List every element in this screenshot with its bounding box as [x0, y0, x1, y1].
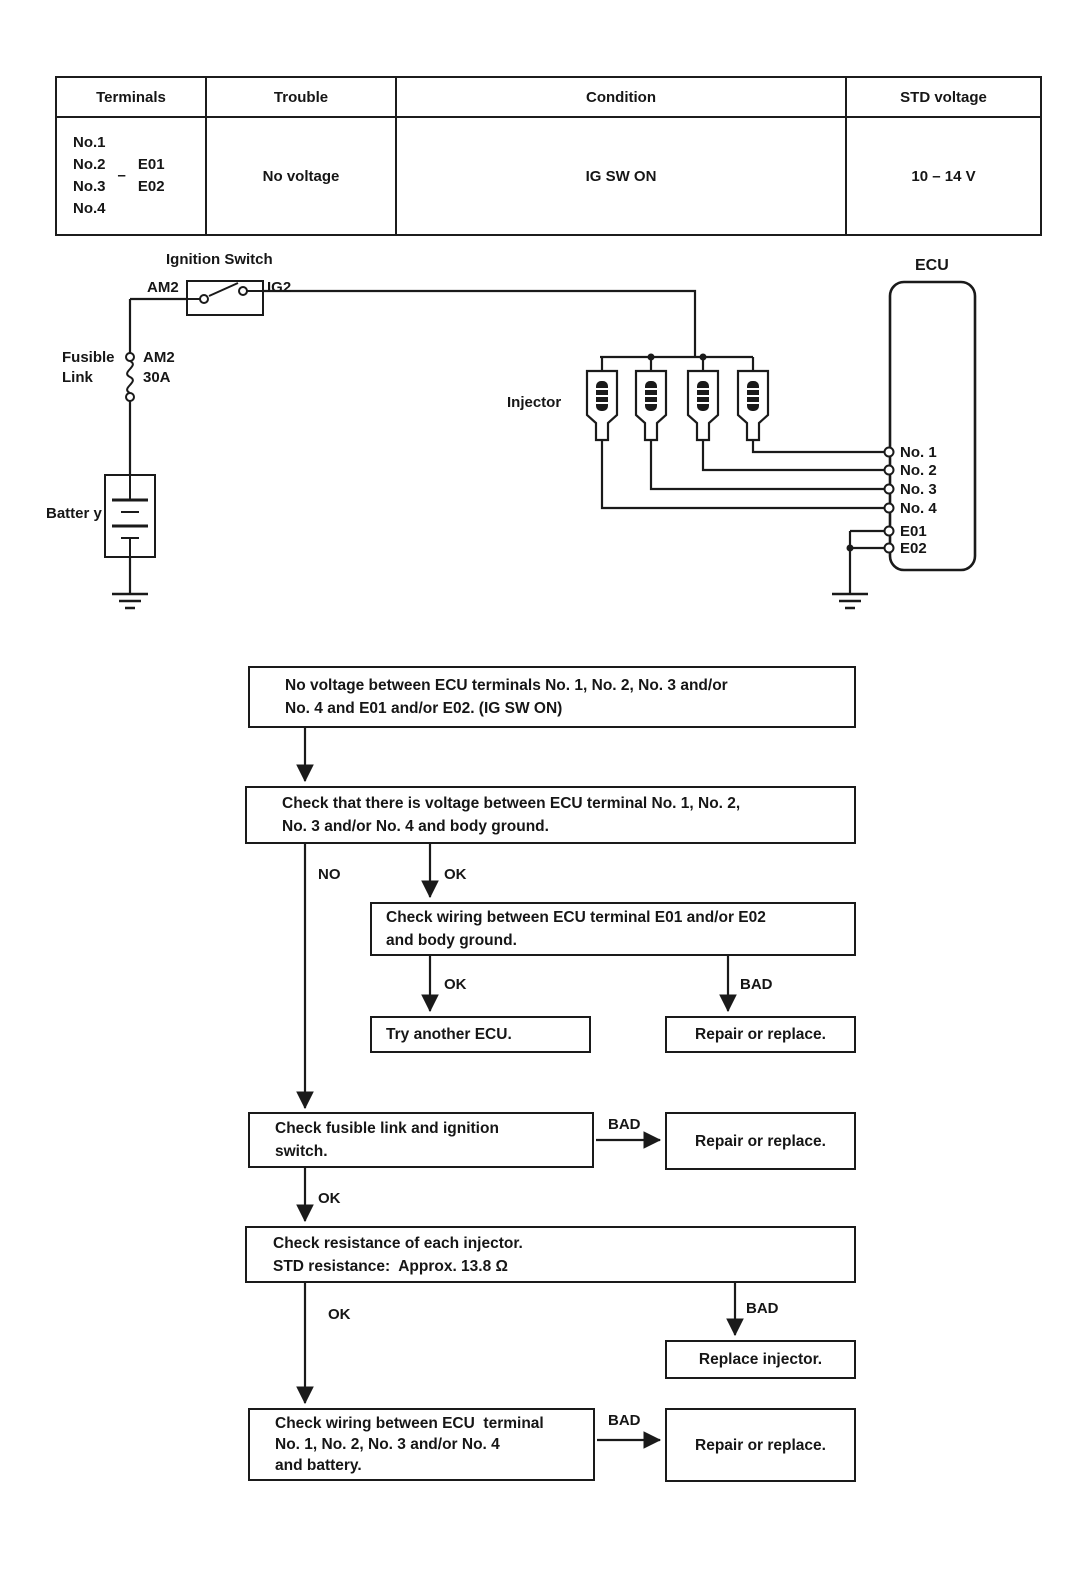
branch-label-ok-3: OK: [318, 1190, 341, 1207]
flow-box-repair-1: [665, 1016, 856, 1053]
ecu-terminal-e01-pin: [885, 527, 894, 536]
fusible-link-top: [126, 353, 134, 361]
flow-box-check-body-ground: [245, 786, 856, 844]
terminals-group: [57, 132, 205, 220]
reference-pin: E01: [137, 156, 165, 173]
ecu-terminal-e01-label: E01: [900, 523, 927, 540]
ecu-terminal-no4-label: No. 4: [900, 500, 937, 517]
spec-table: [55, 76, 1042, 236]
fusible-label-line1: Fusible: [62, 349, 115, 366]
circuit-diagram: [0, 240, 1082, 640]
branch-label-ok-1: OK: [444, 866, 467, 883]
flow-box-check-fusible: [248, 1112, 594, 1168]
flow-box-start: [248, 666, 856, 728]
branch-label-bad-1: BAD: [740, 976, 773, 993]
terminal-pin: No.2: [73, 156, 106, 173]
ignition-switch-symbol: [187, 281, 263, 315]
flow-box-repair-2: [665, 1112, 856, 1170]
injector-3-symbol: [688, 357, 718, 440]
ecu-terminal-no1-pin: [885, 448, 894, 457]
fusible-link-element: [127, 361, 133, 393]
ignition-switch-label: Ignition Switch: [166, 251, 273, 268]
flow-text-line: Check wiring between ECU terminal E01 and/or E02: [386, 909, 766, 926]
ecu-terminal-no2-label: No. 2: [900, 462, 937, 479]
fusible-link-symbol: [126, 353, 134, 401]
flow-text-line: Repair or replace.: [695, 1436, 826, 1454]
injector-1-symbol: [587, 357, 617, 440]
ecu-symbol: [885, 282, 976, 570]
flow-text-line: and battery.: [275, 1457, 362, 1474]
switch-contact-left: [200, 295, 208, 303]
wires: [130, 291, 884, 594]
wire-injector4-no1: [753, 440, 884, 452]
flow-box-try-ecu: [370, 1016, 591, 1053]
branch-label-bad-3: BAD: [746, 1300, 779, 1317]
wire-ig2-to-bus: [263, 291, 695, 357]
branch-label-bad-2: BAD: [608, 1116, 641, 1133]
injector-label: Injector: [507, 394, 562, 411]
junction-dot: [847, 545, 854, 552]
flow-text-line: Check fusible link and ignition: [275, 1120, 499, 1137]
injectors: [587, 357, 768, 440]
cell-std-voltage: 10 – 14 V: [846, 117, 1041, 235]
fusible-rating-30a: 30A: [143, 369, 171, 386]
switch-blade: [209, 283, 238, 296]
flow-text-line: Repair or replace.: [695, 1132, 826, 1150]
battery-symbol: [105, 475, 155, 557]
wire-injector3-no2: [703, 440, 884, 470]
ground-symbol-battery: [112, 594, 148, 608]
wire-injector1-no4: [602, 440, 884, 508]
ecu-terminal-no3-pin: [885, 485, 894, 494]
col-header-trouble: Trouble: [206, 77, 396, 117]
ig2-label: IG2: [267, 279, 292, 296]
switch-contact-right: [239, 287, 247, 295]
flow-text-line: Check wiring between ECU terminal: [275, 1415, 544, 1432]
wire-injector2-no3: [651, 440, 884, 489]
flow-text-line: No. 4 and E01 and/or E02. (IG SW ON): [285, 700, 563, 717]
terminals-dash: –: [117, 167, 126, 184]
flow-text-line: Repair or replace.: [695, 1026, 826, 1043]
branch-label-bad-4: BAD: [608, 1412, 641, 1429]
ecu-terminal-no4-pin: [885, 504, 894, 513]
terminal-pin-list: [73, 132, 106, 220]
spec-table-header-row: [56, 77, 1041, 117]
ecu-terminal-no2-pin: [885, 466, 894, 475]
fusible-rating-am2: AM2: [143, 349, 175, 366]
flow-text-line: Check that there is voltage between ECU terminal No. 1, No. 2,: [282, 795, 741, 812]
flow-text-line: No voltage between ECU terminals No. 1, No. 2, No. 3 and/or: [285, 677, 728, 694]
fusible-link-bottom: [126, 393, 134, 401]
flow-text-line: No. 1, No. 2, No. 3 and/or No. 4: [275, 1436, 500, 1453]
injector-2-symbol: [636, 357, 666, 440]
reference-pin-list: [138, 154, 165, 198]
flow-text-line-std-resistance: STD resistance: Approx. 13.8 Ω: [273, 1257, 508, 1275]
ecu-terminal-e02-pin: [885, 544, 894, 553]
ecu-terminal-e02-label: E02: [900, 540, 927, 557]
ecu-label: ECU: [915, 257, 949, 274]
flow-text-line: and body ground.: [386, 932, 517, 949]
branch-label-ok-4: OK: [328, 1306, 351, 1323]
ecu-terminal-no3-label: No. 3: [900, 481, 937, 498]
cell-terminals: [56, 117, 206, 235]
branch-label-no: NO: [318, 866, 341, 883]
branch-label-ok-2: OK: [444, 976, 467, 993]
flow-text-line: No. 3 and/or No. 4 and body ground.: [282, 818, 549, 835]
col-header-condition: Condition: [396, 77, 846, 117]
flow-box-replace-injector: [665, 1340, 856, 1379]
flow-text-line: Replace injector.: [698, 1351, 823, 1368]
terminal-pin: No.4: [73, 200, 106, 217]
cell-condition: IG SW ON: [396, 117, 846, 235]
flow-text-line: Check resistance of each injector.: [273, 1234, 523, 1252]
cell-trouble: No voltage: [206, 117, 396, 235]
col-header-terminals: Terminals: [56, 77, 206, 117]
reference-pin: E02: [137, 178, 165, 195]
injector-4-symbol: [738, 357, 768, 440]
am2-label: AM2: [147, 279, 179, 296]
terminal-pin: No.1: [73, 134, 106, 151]
flow-box-check-e-wiring: [370, 902, 856, 956]
spec-table-row: [56, 117, 1041, 235]
terminal-pin: No.3: [73, 178, 106, 195]
flow-box-check-resistance: [245, 1226, 856, 1283]
flow-text-line: switch.: [275, 1143, 328, 1160]
ecu-terminal-no1-label: No. 1: [900, 444, 937, 461]
col-header-std-voltage: STD voltage: [846, 77, 1041, 117]
flow-text-line: Try another ECU.: [386, 1026, 512, 1043]
ground-symbol-ecu: [832, 594, 868, 608]
fusible-label-line2: Link: [62, 369, 93, 386]
flow-box-repair-3: [665, 1408, 856, 1482]
battery-label: Batter y: [46, 505, 102, 522]
flow-box-check-battery-wiring: [248, 1408, 595, 1481]
